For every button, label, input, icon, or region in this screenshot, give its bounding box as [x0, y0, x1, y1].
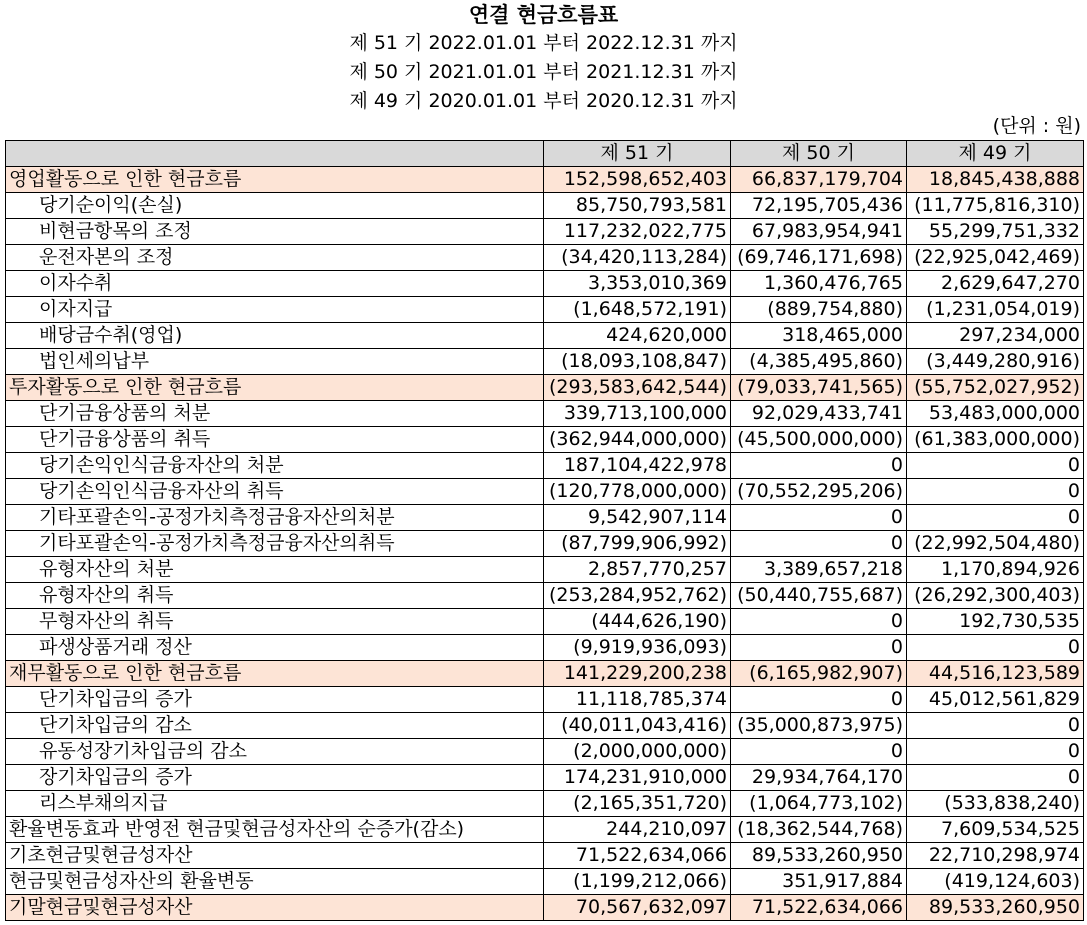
- value-period-51: (1,648,572,191): [544, 297, 731, 323]
- value-period-51: 71,522,634,066: [544, 843, 731, 869]
- row-label: 배당금수취(영업): [6, 323, 544, 349]
- row-label: 현금및현금성자산의 환율변동: [6, 869, 544, 895]
- table-row: [6, 245, 1084, 271]
- value-period-50: 0: [731, 635, 907, 661]
- value-period-49: 1,170,894,926: [907, 557, 1084, 583]
- table-row: [6, 505, 1084, 531]
- value-period-50: 92,029,433,741: [731, 401, 907, 427]
- table-row: [6, 297, 1084, 323]
- row-label: 유형자산의 처분: [6, 557, 544, 583]
- row-label: 재무활동으로 인한 현금흐름: [6, 661, 544, 687]
- value-period-49: (26,292,300,403): [907, 583, 1084, 609]
- row-label: 파생상품거래 정산: [6, 635, 544, 661]
- value-period-51: 9,542,907,114: [544, 505, 731, 531]
- table-header-row: [6, 141, 1084, 167]
- value-period-50: 0: [731, 531, 907, 557]
- value-period-51: (2,165,351,720): [544, 791, 731, 817]
- period-49: 제 49 기 2020.01.01 부터 2020.12.31 까지: [349, 90, 738, 112]
- table-row: [6, 323, 1084, 349]
- unit-label: (단위 : 원): [992, 115, 1081, 137]
- value-period-49: 18,845,438,888: [907, 167, 1084, 193]
- row-label: 투자활동으로 인한 현금흐름: [6, 375, 544, 401]
- column-header-item: [6, 141, 544, 167]
- value-period-49: 7,609,534,525: [907, 817, 1084, 843]
- table-row: [6, 739, 1084, 765]
- statement-header: [0, 0, 1087, 116]
- value-period-50: 3,389,657,218: [731, 557, 907, 583]
- table-row: [6, 817, 1084, 843]
- row-label: 단기금융상품의 처분: [6, 401, 544, 427]
- row-label: 영업활동으로 인한 현금흐름: [6, 167, 544, 193]
- row-label: 리스부채의지급: [6, 791, 544, 817]
- value-period-51: (362,944,000,000): [544, 427, 731, 453]
- value-period-50: 29,934,764,170: [731, 765, 907, 791]
- table-row: [6, 557, 1084, 583]
- value-period-50: (79,033,741,565): [731, 375, 907, 401]
- value-period-50: 318,465,000: [731, 323, 907, 349]
- row-label: 운전자본의 조정: [6, 245, 544, 271]
- value-period-49: 297,234,000: [907, 323, 1084, 349]
- value-period-51: 187,104,422,978: [544, 453, 731, 479]
- period-50: 제 50 기 2021.01.01 부터 2021.12.31 까지: [349, 61, 738, 83]
- value-period-49: 45,012,561,829: [907, 687, 1084, 713]
- value-period-51: 70,567,632,097: [544, 895, 731, 921]
- value-period-51: 141,229,200,238: [544, 661, 731, 687]
- value-period-49: (22,992,504,480): [907, 531, 1084, 557]
- section-row: [6, 661, 1084, 687]
- value-period-49: 0: [907, 739, 1084, 765]
- table-row: [6, 271, 1084, 297]
- value-period-49: (11,775,816,310): [907, 193, 1084, 219]
- row-label: 환율변동효과 반영전 현금및현금성자산의 순증가(감소): [6, 817, 544, 843]
- value-period-49: 2,629,647,270: [907, 271, 1084, 297]
- row-label: 기타포괄손익-공정가치측정금융자산의취득: [6, 531, 544, 557]
- value-period-50: 0: [731, 739, 907, 765]
- value-period-51: (9,919,936,093): [544, 635, 731, 661]
- value-period-49: 0: [907, 635, 1084, 661]
- value-period-51: (444,626,190): [544, 609, 731, 635]
- row-label: 이자수취: [6, 271, 544, 297]
- value-period-51: 11,118,785,374: [544, 687, 731, 713]
- value-period-50: 351,917,884: [731, 869, 907, 895]
- value-period-50: (50,440,755,687): [731, 583, 907, 609]
- value-period-51: 339,713,100,000: [544, 401, 731, 427]
- table-row: [6, 869, 1084, 895]
- row-label: 단기차입금의 증가: [6, 687, 544, 713]
- value-period-50: 0: [731, 453, 907, 479]
- value-period-50: (45,500,000,000): [731, 427, 907, 453]
- value-period-50: 67,983,954,941: [731, 219, 907, 245]
- value-period-51: (87,799,906,992): [544, 531, 731, 557]
- section-row: [6, 167, 1084, 193]
- value-period-49: (61,383,000,000): [907, 427, 1084, 453]
- value-period-49: (3,449,280,916): [907, 349, 1084, 375]
- row-label: 단기금융상품의 취득: [6, 427, 544, 453]
- row-label: 당기순이익(손실): [6, 193, 544, 219]
- row-label: 법인세의납부: [6, 349, 544, 375]
- value-period-50: 72,195,705,436: [731, 193, 907, 219]
- value-period-49: 53,483,000,000: [907, 401, 1084, 427]
- value-period-51: (18,093,108,847): [544, 349, 731, 375]
- value-period-49: 0: [907, 453, 1084, 479]
- value-period-50: (69,746,171,698): [731, 245, 907, 271]
- value-period-49: 44,516,123,589: [907, 661, 1084, 687]
- value-period-51: (40,011,043,416): [544, 713, 731, 739]
- value-period-51: 244,210,097: [544, 817, 731, 843]
- row-label: 단기차입금의 감소: [6, 713, 544, 739]
- value-period-49: 0: [907, 479, 1084, 505]
- value-period-51: 2,857,770,257: [544, 557, 731, 583]
- value-period-49: 55,299,751,332: [907, 219, 1084, 245]
- value-period-51: 117,232,022,775: [544, 219, 731, 245]
- value-period-49: 0: [907, 713, 1084, 739]
- value-period-50: 0: [731, 687, 907, 713]
- row-label: 장기차입금의 증가: [6, 765, 544, 791]
- value-period-50: 66,837,179,704: [731, 167, 907, 193]
- value-period-50: (35,000,873,975): [731, 713, 907, 739]
- value-period-51: (1,199,212,066): [544, 869, 731, 895]
- value-period-51: (34,420,113,284): [544, 245, 731, 271]
- row-label: 이자지급: [6, 297, 544, 323]
- value-period-51: (293,583,642,544): [544, 375, 731, 401]
- statement-title: 연결 현금흐름표: [468, 3, 619, 27]
- table-row: [6, 219, 1084, 245]
- value-period-49: 22,710,298,974: [907, 843, 1084, 869]
- table-row: [6, 765, 1084, 791]
- value-period-51: 85,750,793,581: [544, 193, 731, 219]
- table-row: [6, 713, 1084, 739]
- value-period-50: (889,754,880): [731, 297, 907, 323]
- value-period-49: 89,533,260,950: [907, 895, 1084, 921]
- value-period-49: 192,730,535: [907, 609, 1084, 635]
- value-period-49: (533,838,240): [907, 791, 1084, 817]
- value-period-50: 89,533,260,950: [731, 843, 907, 869]
- value-period-49: (22,925,042,469): [907, 245, 1084, 271]
- value-period-49: 0: [907, 765, 1084, 791]
- value-period-50: 71,522,634,066: [731, 895, 907, 921]
- value-period-50: (70,552,295,206): [731, 479, 907, 505]
- value-period-50: (1,064,773,102): [731, 791, 907, 817]
- value-period-50: (6,165,982,907): [731, 661, 907, 687]
- value-period-50: 0: [731, 609, 907, 635]
- table-row: [6, 349, 1084, 375]
- column-header-period-49: 제 49 기: [907, 141, 1084, 167]
- table-row: [6, 843, 1084, 869]
- value-period-49: (55,752,027,952): [907, 375, 1084, 401]
- row-label: 기초현금및현금성자산: [6, 843, 544, 869]
- table-row: [6, 479, 1084, 505]
- value-period-51: 174,231,910,000: [544, 765, 731, 791]
- value-period-50: (4,385,495,860): [731, 349, 907, 375]
- table-row: [6, 193, 1084, 219]
- value-period-49: (1,231,054,019): [907, 297, 1084, 323]
- row-label: 비현금항목의 조정: [6, 219, 544, 245]
- table-row: [6, 453, 1084, 479]
- table-row: [6, 609, 1084, 635]
- table-row: [6, 531, 1084, 557]
- value-period-50: 1,360,476,765: [731, 271, 907, 297]
- value-period-50: 0: [731, 505, 907, 531]
- table-row: [6, 635, 1084, 661]
- section-row: [6, 375, 1084, 401]
- value-period-49: (419,124,603): [907, 869, 1084, 895]
- period-51: 제 51 기 2022.01.01 부터 2022.12.31 까지: [349, 32, 738, 54]
- table-row: [6, 791, 1084, 817]
- value-period-51: 3,353,010,369: [544, 271, 731, 297]
- row-label: 무형자산의 취득: [6, 609, 544, 635]
- table-row: [6, 427, 1084, 453]
- value-period-51: (253,284,952,762): [544, 583, 731, 609]
- value-period-51: 424,620,000: [544, 323, 731, 349]
- row-label: 기말현금및현금성자산: [6, 895, 544, 921]
- row-label: 당기손익인식금융자산의 취득: [6, 479, 544, 505]
- value-period-51: 152,598,652,403: [544, 167, 731, 193]
- row-label: 기타포괄손익-공정가치측정금융자산의처분: [6, 505, 544, 531]
- section-row: [6, 895, 1084, 921]
- cash-flow-table: [5, 140, 1084, 921]
- table-row: [6, 401, 1084, 427]
- column-header-period-51: 제 51 기: [544, 141, 731, 167]
- row-label: 유형자산의 취득: [6, 583, 544, 609]
- value-period-50: (18,362,544,768): [731, 817, 907, 843]
- row-label: 당기손익인식금융자산의 처분: [6, 453, 544, 479]
- value-period-49: 0: [907, 505, 1084, 531]
- value-period-51: (120,778,000,000): [544, 479, 731, 505]
- row-label: 유동성장기차입금의 감소: [6, 739, 544, 765]
- table-row: [6, 583, 1084, 609]
- value-period-51: (2,000,000,000): [544, 739, 731, 765]
- column-header-period-50: 제 50 기: [731, 141, 907, 167]
- table-row: [6, 687, 1084, 713]
